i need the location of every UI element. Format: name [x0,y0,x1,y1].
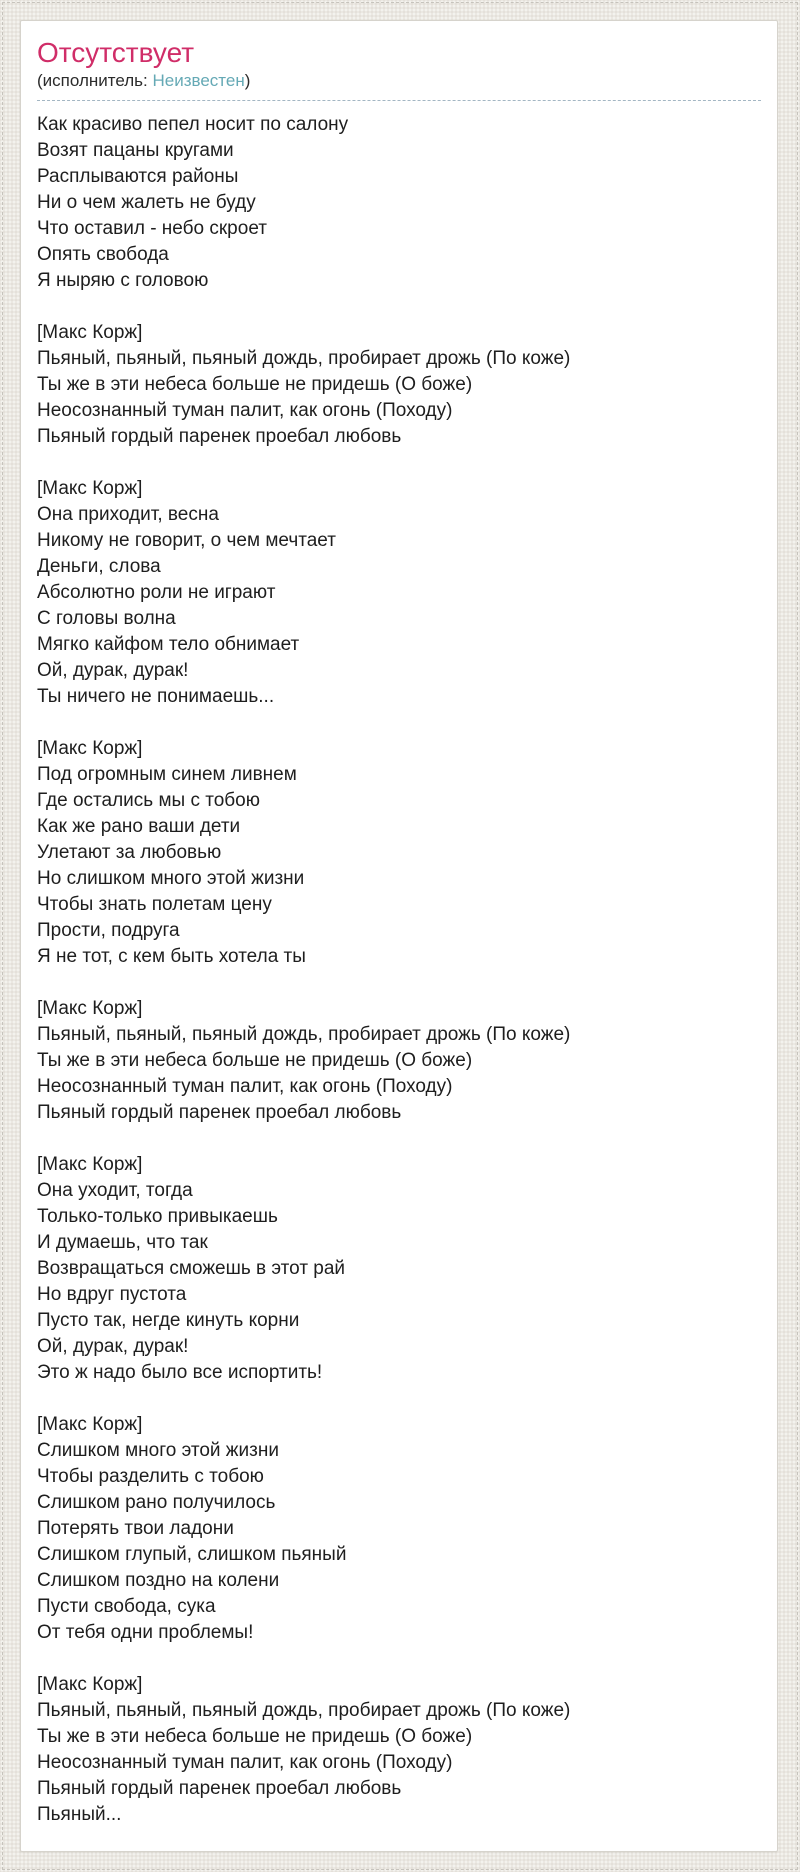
lyric-line: Прости, подруга [37,920,180,941]
stanza-header: [Макс Корж] [37,1154,143,1175]
lyric-line: Что оставил - небо скроет [37,218,267,239]
lyric-line: Возвращаться сможешь в этот рай [37,1258,346,1279]
lyric-line: Пьяный, пьяный, пьяный дождь, пробирает дрожь (По коже) [37,348,571,369]
lyric-line: Ты же в эти небеса больше не придешь (О боже) [37,374,473,395]
lyric-line: Неосознанный туман палит, как огонь (Походу) [37,400,453,421]
lyric-line: Я не тот, с кем быть хотела ты [37,946,306,967]
lyric-line: Возят пацаны кругами [37,140,234,161]
lyric-line: Она уходит, тогда [37,1180,193,1201]
stanza [37,112,761,294]
lyric-line: Расплываются районы [37,166,239,187]
stanza [37,996,761,1126]
lyric-line: Пусто так, негде кинуть корни [37,1310,300,1331]
lyric-line: Как же рано ваши дети [37,816,241,837]
lyric-line: Потерять твои ладони [37,1518,234,1539]
lyric-line: Слишком глупый, слишком пьяный [37,1544,347,1565]
artist-suffix: ) [244,71,251,90]
stanza-header: [Макс Корж] [37,322,143,343]
lyric-line: И думаешь, что так [37,1232,208,1253]
lyric-line: С головы волна [37,608,176,629]
lyric-line: Где остались мы с тобою [37,790,260,811]
lyric-line: Никому не говорит, о чем мечтает [37,530,336,551]
lyric-line: Пьяный, пьяный, пьяный дождь, пробирает дрожь (По коже) [37,1024,571,1045]
lyric-line: Неосознанный туман палит, как огонь (Походу) [37,1076,453,1097]
stanza-header: [Макс Корж] [37,738,143,759]
lyrics-card [20,20,778,1852]
lyric-line: Неосознанный туман палит, как огонь (Походу) [37,1752,453,1773]
lyric-line: Слишком много этой жизни [37,1440,279,1461]
stanza [37,320,761,450]
lyric-line: Пьяный гордый паренек проебал любовь [37,1778,402,1799]
lyric-line: Это ж надо было все испортить! [37,1362,323,1383]
stanza [37,1412,761,1646]
lyric-line: Как красиво пепел носит по салону [37,114,349,135]
lyric-line: Только-только привыкаешь [37,1206,278,1227]
lyric-line: Пьяный, пьяный, пьяный дождь, пробирает дрожь (По коже) [37,1700,571,1721]
lyric-line: Чтобы разделить с тобою [37,1466,264,1487]
lyric-line: Абсолютно роли не играют [37,582,276,603]
lyric-line: Ни о чем жалеть не буду [37,192,256,213]
song-title: Отсутствует [37,37,195,68]
lyric-line: Ой, дурак, дурак! [37,1336,189,1357]
stanza [37,736,761,970]
lyric-line: Ты же в эти небеса больше не придешь (О боже) [37,1050,473,1071]
lyric-line: Но вдруг пустота [37,1284,187,1305]
lyric-line: Ты же в эти небеса больше не придешь (О боже) [37,1726,473,1747]
lyric-line: Опять свобода [37,244,169,265]
artist-link[interactable]: Неизвестен [152,71,245,90]
lyric-line: Под огромным синем ливнем [37,764,297,785]
stanza-header: [Макс Корж] [37,1674,143,1695]
lyric-line: Слишком поздно на колени [37,1570,280,1591]
lyric-line: Мягко кайфом тело обнимает [37,634,300,655]
artist-line [37,71,761,101]
stanza-header: [Макс Корж] [37,478,143,499]
lyrics [37,112,761,1828]
lyric-line: Слишком рано получилось [37,1492,276,1513]
stanza-header: [Макс Корж] [37,1414,143,1435]
lyric-line: Деньги, слова [37,556,161,577]
lyric-line: Пьяный... [37,1804,122,1825]
stanza [37,476,761,710]
lyric-line: Улетают за любовью [37,842,222,863]
lyric-line: Ой, дурак, дурак! [37,660,189,681]
lyric-line: Ты ничего не понимаешь... [37,686,275,707]
lyric-line: Чтобы знать полетам цену [37,894,272,915]
lyric-line: Я ныряю с головою [37,270,209,291]
artist-prefix: (исполнитель: [37,71,153,90]
stanza [37,1672,761,1828]
stanza [37,1152,761,1386]
lyric-line: Но слишком много этой жизни [37,868,305,889]
lyric-line: От тебя одни проблемы! [37,1622,254,1643]
lyric-line: Пьяный гордый паренек проебал любовь [37,426,402,447]
lyric-line: Пьяный гордый паренек проебал любовь [37,1102,402,1123]
stanza-header: [Макс Корж] [37,998,143,1019]
lyric-line: Она приходит, весна [37,504,219,525]
lyric-line: Пусти свобода, сука [37,1596,216,1617]
